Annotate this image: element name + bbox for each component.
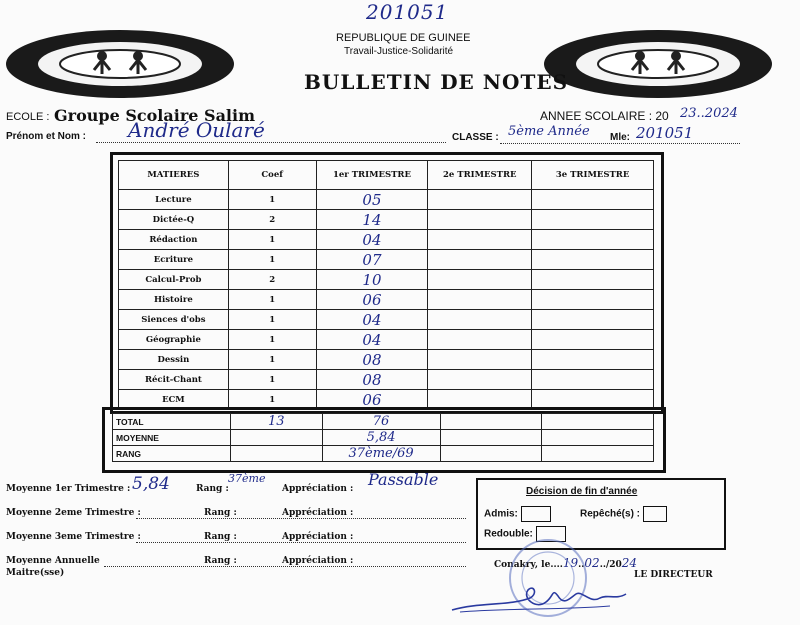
classe-underline (500, 143, 740, 144)
moyenne-3-label: Moyenne 3eme Trimestre : (6, 532, 141, 542)
nom-value: André Oularé (128, 118, 265, 142)
annee-value: 23..2024 (680, 106, 738, 121)
t3-grade-cell (532, 250, 654, 270)
t2-grade-cell (428, 330, 532, 350)
redouble-label: Redouble: (484, 528, 533, 540)
coef-cell: 1 (228, 370, 316, 390)
appreciation-1-value: Passable (368, 470, 439, 489)
t3-grade-cell (532, 290, 654, 310)
t1-grade-cell: 04 (316, 230, 428, 250)
moyenne-t2 (440, 430, 542, 446)
place-label: Conakry, le (494, 560, 551, 570)
t1-grade-cell: 08 (316, 370, 428, 390)
rang-t2 (440, 446, 542, 462)
coef-cell: 1 (228, 290, 316, 310)
t1-grade-cell: 14 (316, 210, 428, 230)
director-label: LE DIRECTEUR (634, 570, 713, 580)
moyenne-1-label: Moyenne 1er Trimestre : (6, 484, 131, 494)
subject-cell: Géographie (119, 330, 229, 350)
date-line: Conakry, le....19..02../2024 (494, 556, 638, 570)
appreciation-3-label: Appréciation : (282, 532, 354, 542)
total-coef: 13 (230, 414, 322, 430)
subject-cell: Rédaction (119, 230, 229, 250)
t3-grade-cell (532, 210, 654, 230)
classe-value: 5ème Année (508, 124, 590, 139)
country-name: REPUBLIQUE DE GUINEE (336, 32, 471, 44)
t1-grade-cell: 10 (316, 270, 428, 290)
coef-cell: 1 (228, 230, 316, 250)
t1-grade-cell: 05 (316, 190, 428, 210)
table-row (119, 250, 654, 270)
total-t1: 76 (322, 414, 440, 430)
subject-cell: Siences d'obs (119, 310, 229, 330)
subject-cell: Dictée-Q (119, 210, 229, 230)
total-row (113, 414, 654, 430)
coef-cell: 2 (228, 210, 316, 230)
line-annuelle-dots (104, 566, 466, 567)
moyenne-label: MOYENNE (113, 430, 231, 446)
coef-cell: 1 (228, 310, 316, 330)
t3-grade-cell (532, 230, 654, 250)
repeche-checkbox[interactable] (643, 506, 667, 522)
header-trimestre-2: 2e TRIMESTRE (428, 161, 532, 190)
t2-grade-cell (428, 290, 532, 310)
repeche-label: Repêché(s) : (580, 508, 641, 520)
coef-cell: 2 (228, 270, 316, 290)
stamp-number: 201051 (366, 0, 449, 24)
admis-checkbox[interactable] (521, 506, 551, 522)
t3-grade-cell (532, 270, 654, 290)
t2-grade-cell (428, 370, 532, 390)
rang-label: RANG (113, 446, 231, 462)
total-label: TOTAL (113, 414, 231, 430)
t2-grade-cell (428, 350, 532, 370)
mle-label: Mle: (610, 132, 630, 143)
t3-grade-cell (532, 350, 654, 370)
appreciation-1-label: Appréciation : (282, 484, 354, 494)
subject-cell: Ecriture (119, 250, 229, 270)
table-row (119, 190, 654, 210)
date-year: 24 (621, 556, 638, 570)
moyenne-annuelle-label: Moyenne Annuelle (6, 556, 100, 566)
country-motto: Travail-Justice-Solidarité (344, 46, 454, 57)
header-trimestre-3: 3e TRIMESTRE (532, 161, 654, 190)
appreciation-2-label: Appréciation : (282, 508, 354, 518)
total-t3 (542, 414, 654, 430)
t3-grade-cell (532, 370, 654, 390)
line-2-dots (136, 518, 466, 519)
rang-1-label: Rang : (196, 484, 229, 494)
t1-grade-cell: 04 (316, 310, 428, 330)
rang-row (113, 446, 654, 462)
t1-grade-cell: 08 (316, 350, 428, 370)
rang-coef (230, 446, 322, 462)
appreciation-annuelle-label: Appréciation : (282, 556, 354, 566)
admis-row (484, 506, 551, 522)
moyenne-1-value: 5,84 (132, 474, 170, 494)
coef-cell: 1 (228, 250, 316, 270)
rang-3-label: Rang : (204, 532, 237, 542)
ecole-label: ECOLE : (6, 111, 50, 123)
t1-grade-cell: 06 (316, 390, 428, 410)
table-row (119, 330, 654, 350)
totals-table (112, 413, 654, 462)
grades-table (118, 160, 654, 410)
rang-annuel-label: Rang : (204, 556, 237, 566)
table-row (119, 210, 654, 230)
coef-cell: 1 (228, 190, 316, 210)
moyenne-row (113, 430, 654, 446)
rang-2-label: Rang : (204, 508, 237, 518)
t1-grade-cell: 06 (316, 290, 428, 310)
coef-cell: 1 (228, 390, 316, 410)
date-day: 19 (562, 556, 579, 570)
school-logo-right (540, 26, 776, 102)
t1-grade-cell: 07 (316, 250, 428, 270)
t2-grade-cell (428, 310, 532, 330)
header-coef: Coef (228, 161, 316, 190)
coef-cell: 1 (228, 330, 316, 350)
table-row (119, 350, 654, 370)
subject-cell: Dessin (119, 350, 229, 370)
nom-label: Prénom et Nom : (6, 131, 87, 142)
date-year-prefix: 20 (609, 560, 622, 570)
moyenne-t1: 5,84 (322, 430, 440, 446)
rang-t3 (542, 446, 654, 462)
t2-grade-cell (428, 270, 532, 290)
header-trimestre-1: 1er TRIMESTRE (316, 161, 428, 190)
line-3-dots (136, 542, 466, 543)
classe-label: CLASSE : (452, 132, 499, 143)
total-t2 (440, 414, 542, 430)
coef-cell: 1 (228, 350, 316, 370)
mle-value: 201051 (636, 124, 694, 142)
page-title: BULLETIN DE NOTES (304, 70, 569, 94)
table-row (119, 230, 654, 250)
subject-cell: ECM (119, 390, 229, 410)
t2-grade-cell (428, 230, 532, 250)
decision-title: Décision de fin d'année (526, 486, 638, 497)
t3-grade-cell (532, 310, 654, 330)
annee-label: ANNEE SCOLAIRE : 20 (540, 109, 669, 123)
nom-underline (96, 142, 446, 143)
subject-cell: Récit-Chant (119, 370, 229, 390)
school-logo-left (2, 26, 238, 102)
subject-cell: Lecture (119, 190, 229, 210)
t3-grade-cell (532, 330, 654, 350)
admis-label: Admis: (484, 508, 518, 520)
table-header-row (119, 161, 654, 190)
table-row (119, 310, 654, 330)
maitre-label: Maitre(sse) (6, 568, 65, 578)
date-month: 02 (584, 556, 600, 570)
moyenne-2-label: Moyenne 2eme Trimestre : (6, 508, 141, 518)
repeche-row (580, 506, 667, 522)
moyenne-coef (230, 430, 322, 446)
t2-grade-cell (428, 250, 532, 270)
table-row (119, 370, 654, 390)
header-matieres: MATIERES (119, 161, 229, 190)
table-row (119, 290, 654, 310)
moyenne-t3 (542, 430, 654, 446)
t2-grade-cell (428, 210, 532, 230)
table-row (119, 270, 654, 290)
ecole-value: Groupe Scolaire Salim (54, 106, 256, 125)
subject-cell: Calcul-Prob (119, 270, 229, 290)
rang-t1: 37ème/69 (322, 446, 440, 462)
t3-grade-cell (532, 190, 654, 210)
subject-cell: Histoire (119, 290, 229, 310)
rang-1-value: 37ème (228, 472, 266, 485)
director-signature (450, 580, 640, 621)
t1-grade-cell: 04 (316, 330, 428, 350)
t2-grade-cell (428, 190, 532, 210)
